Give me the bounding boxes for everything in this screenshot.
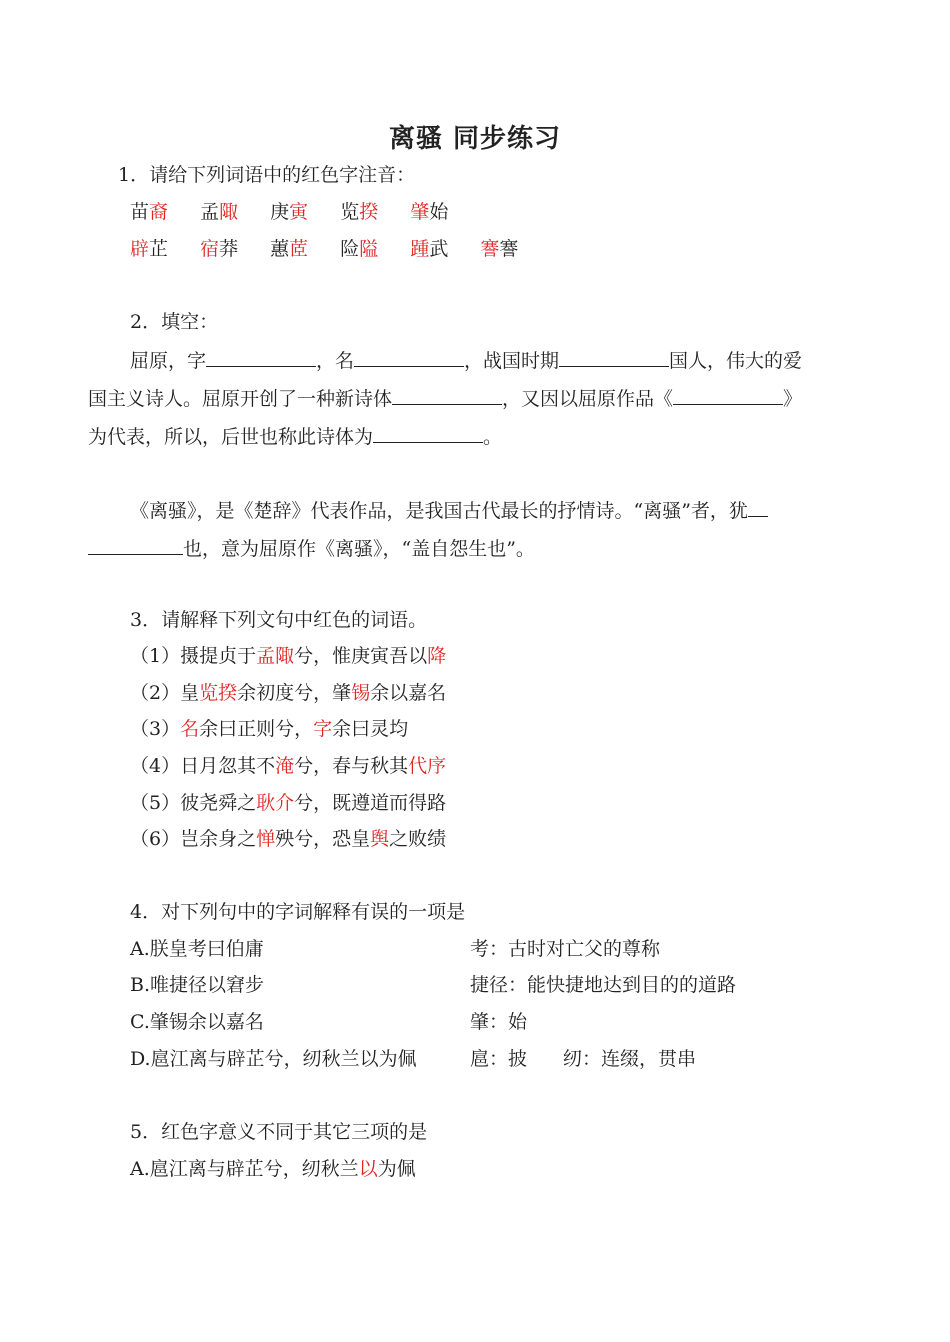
q2-line-3: 为代表，所以，后世也称此诗体为 。 bbox=[88, 422, 502, 450]
q3-item: （3）名余曰正则兮，字余曰灵均 bbox=[130, 718, 409, 740]
q4-option-a-note: 考：古时对亡父的尊称 bbox=[470, 938, 661, 960]
page-title: 离骚 同步练习 bbox=[388, 124, 562, 154]
fill-blank[interactable] bbox=[354, 346, 464, 367]
q3-item: （5）彼尧舜之耿介兮，既遵道而得路 bbox=[130, 792, 447, 814]
q1-word: 踵武 bbox=[410, 238, 449, 260]
q1-word: 宿莽 bbox=[200, 238, 239, 260]
q3-item: （1）摄提贞于孟陬兮，惟庚寅吾以降 bbox=[130, 645, 447, 667]
q1-word: 孟陬 bbox=[200, 201, 239, 223]
q2-line-2: 国主义诗人。屈原开创了一种新诗体 ，又因以屈原作品《 》 bbox=[88, 384, 802, 412]
q1-word: 险隘 bbox=[340, 238, 379, 260]
q3-prompt: 3．请解释下列文句中红色的词语。 bbox=[130, 609, 428, 631]
q4-option-d[interactable]: D.扈江离与辟芷兮，纫秋兰以为佩 bbox=[130, 1048, 417, 1070]
fill-blank[interactable] bbox=[206, 346, 316, 367]
q1-row2 bbox=[130, 236, 518, 262]
q1-word: 庚寅 bbox=[270, 201, 309, 223]
q4-option-b[interactable]: B.唯捷径以窘步 bbox=[130, 974, 265, 996]
q1-word: 謇謇 bbox=[480, 238, 519, 260]
q1-row1 bbox=[130, 199, 448, 225]
q4-option-d-note: 扈：披 纫：连缀，贯串 bbox=[470, 1048, 697, 1070]
q3-item: （2）皇览揆余初度兮，肇锡余以嘉名 bbox=[130, 682, 447, 704]
q3-item: （4）日月忽其不淹兮，春与秋其代序 bbox=[130, 755, 447, 777]
q2-prompt: 2．填空： bbox=[130, 311, 219, 333]
q1-prompt: 1．请给下列词语中的红色字注音： bbox=[118, 164, 416, 186]
fill-blank[interactable] bbox=[88, 534, 183, 555]
q1-word: 览揆 bbox=[340, 201, 379, 223]
q4-prompt: 4．对下列句中的字词解释有误的一项是 bbox=[130, 901, 466, 923]
fill-blank[interactable] bbox=[392, 384, 502, 405]
q2-line-1: 屈原，字 ，名 ，战国时期 国人，伟大的爱 bbox=[130, 346, 802, 374]
q1-word: 辟芷 bbox=[130, 238, 169, 260]
q4-option-b-note: 捷径：能快捷地达到目的的道路 bbox=[470, 974, 737, 996]
q5-option-a[interactable]: A.扈江离与辟芷兮，纫秋兰以为佩 bbox=[130, 1158, 416, 1180]
fill-blank[interactable] bbox=[373, 422, 483, 443]
q3-item: （6）岂余身之惮殃兮，恐皇舆之败绩 bbox=[130, 828, 447, 850]
fill-blank[interactable] bbox=[748, 496, 768, 517]
q5-prompt: 5．红色字意义不同于其它三项的是 bbox=[130, 1121, 428, 1143]
q2-line-5: 也，意为屈原作《离骚》，“盖自怨生也”。 bbox=[88, 534, 535, 562]
q1-word: 蕙茝 bbox=[270, 238, 309, 260]
fill-blank[interactable] bbox=[673, 384, 783, 405]
q4-option-a[interactable]: A.朕皇考曰伯庸 bbox=[130, 938, 264, 960]
q4-option-c[interactable]: C.肇锡余以嘉名 bbox=[130, 1011, 264, 1033]
q2-line-4: 《离骚》，是《楚辞》代表作品，是我国古代最长的抒情诗。“离骚”者，犹 bbox=[130, 496, 768, 524]
q1-word: 肇始 bbox=[410, 201, 449, 223]
fill-blank[interactable] bbox=[559, 346, 669, 367]
q4-option-c-note: 肇：始 bbox=[470, 1011, 528, 1033]
q1-word: 苗裔 bbox=[130, 201, 169, 223]
